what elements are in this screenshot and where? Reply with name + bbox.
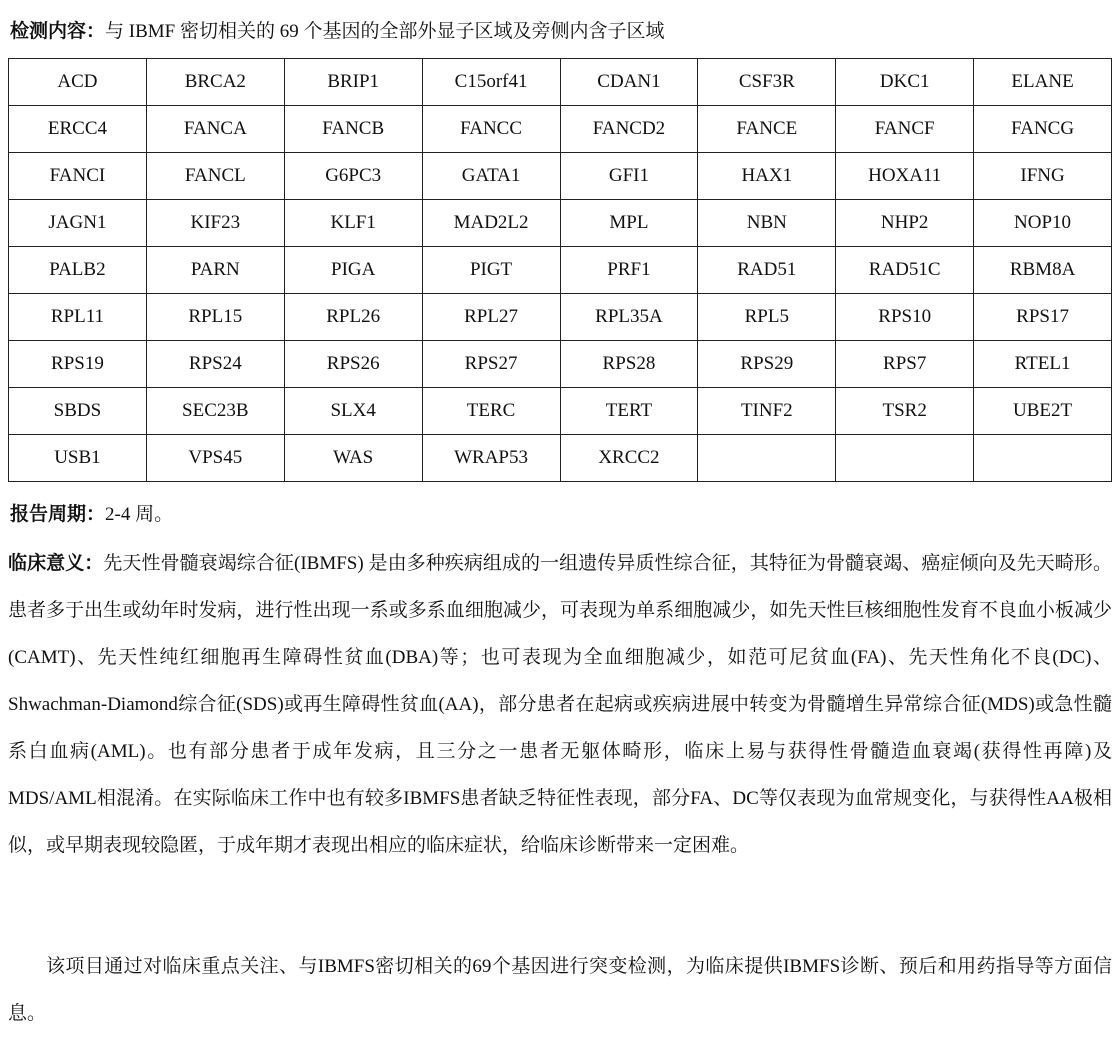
gene-table-row <box>9 435 1112 482</box>
gene-table-cell <box>836 435 974 482</box>
gene-table-cell: RBM8A <box>974 247 1112 294</box>
gene-table-cell: NHP2 <box>836 200 974 247</box>
gene-table-row <box>9 59 1112 106</box>
gene-table-cell: USB1 <box>9 435 147 482</box>
detection-content-text: 与 IBMF 密切相关的 69 个基因的全部外显子区域及旁侧内含子区域 <box>105 21 665 42</box>
gene-table-cell: WRAP53 <box>422 435 560 482</box>
gene-table-cell: TSR2 <box>836 388 974 435</box>
report-period-label: 报告周期： <box>10 504 106 525</box>
gene-table-body <box>9 59 1112 482</box>
gene-table-cell: RPS7 <box>836 341 974 388</box>
gene-table-cell: UBE2T <box>974 388 1112 435</box>
gene-table-cell: GFI1 <box>560 153 698 200</box>
gene-table-row <box>9 106 1112 153</box>
gene-table-cell: SBDS <box>9 388 147 435</box>
gene-table-cell: FANCL <box>146 153 284 200</box>
gene-table-cell <box>974 435 1112 482</box>
gene-table-cell: RPL15 <box>146 294 284 341</box>
gene-table-cell: RPS27 <box>422 341 560 388</box>
gene-table-cell: SEC23B <box>146 388 284 435</box>
gene-table-cell: RPS17 <box>974 294 1112 341</box>
gene-table-cell: GATA1 <box>422 153 560 200</box>
gene-table-cell: WAS <box>284 435 422 482</box>
gene-table-cell: FANCA <box>146 106 284 153</box>
gene-table-cell: SLX4 <box>284 388 422 435</box>
gene-table-row <box>9 153 1112 200</box>
gene-table-cell: FANCG <box>974 106 1112 153</box>
gene-table-cell: RPS19 <box>9 341 147 388</box>
gene-table-cell: RAD51C <box>836 247 974 294</box>
gene-table-cell: FANCD2 <box>560 106 698 153</box>
gene-table-cell: PIGT <box>422 247 560 294</box>
gene-table-cell: PIGA <box>284 247 422 294</box>
gene-table-cell: IFNG <box>974 153 1112 200</box>
gene-table-cell: MPL <box>560 200 698 247</box>
gene-table-cell: RAD51 <box>698 247 836 294</box>
gene-table-cell: FANCB <box>284 106 422 153</box>
gene-table-cell: FANCF <box>836 106 974 153</box>
clinical-significance-label: 临床意义： <box>8 553 104 574</box>
gene-table-cell: TINF2 <box>698 388 836 435</box>
gene-table <box>8 58 1112 482</box>
gene-table-cell: ELANE <box>974 59 1112 106</box>
project-description-paragraph: 该项目通过对临床重点关注、与IBMFS密切相关的69个基因进行突变检测，为临床提供IBMFS诊断、预后和用药指导等方面信息。 <box>8 956 1112 1024</box>
detection-content-line <box>10 19 664 45</box>
gene-table-cell: RPS24 <box>146 341 284 388</box>
gene-table-cell: RPS10 <box>836 294 974 341</box>
gene-table-cell: RPL35A <box>560 294 698 341</box>
gene-table-cell: G6PC3 <box>284 153 422 200</box>
gene-table-cell: CDAN1 <box>560 59 698 106</box>
gene-table-row <box>9 200 1112 247</box>
gene-table-cell: KIF23 <box>146 200 284 247</box>
gene-table-cell: RPL26 <box>284 294 422 341</box>
gene-table-cell: BRIP1 <box>284 59 422 106</box>
gene-table-cell: BRCA2 <box>146 59 284 106</box>
gene-table-cell: FANCI <box>9 153 147 200</box>
gene-table-cell: PRF1 <box>560 247 698 294</box>
report-period-text: 2-4 周。 <box>105 504 174 525</box>
gene-table-row <box>9 247 1112 294</box>
clinical-significance-text: 先天性骨髓衰竭综合征(IBMFS) 是由多种疾病组成的一组遗传异质性综合征，其特征为骨髓衰竭、癌症倾向及先天畸形。患者多于出生或幼年时发病，进行性出现一系或多系血细胞减少，可表现为单系细胞减少，如先天性巨核细胞性发育不良血小板减少(CAMT)、先天性纯红细胞再生障碍性贫血(DBA)等；也可表现为全血细胞减少，如范可尼贫血(FA)、先天性角化不良(DC)、Shwachman-Diamond综合征(SDS)或再生障碍性贫血(AA)，部分患者在起病或疾病进展中转变为骨髓增生异常综合征(MDS)或急性髓系白血病(AML)。也有部分患者于成年发病，且三分之一患者无躯体畸形，临床上易与获得性骨髓造血衰竭(获得性再障)及MDS/AML相混淆。在实际临床工作中也有较多IBMFS患者缺乏特征性表现，部分FA、DC等仅表现为血常规变化，与获得性AA极相似，或早期表现较隐匿，于成年期才表现出相应的临床症状，给临床诊断带来一定困难。 <box>8 553 1112 856</box>
gene-table-cell: RPL11 <box>9 294 147 341</box>
gene-table-cell: HOXA11 <box>836 153 974 200</box>
gene-table-cell: CSF3R <box>698 59 836 106</box>
gene-table-cell: XRCC2 <box>560 435 698 482</box>
report-period-line <box>10 502 173 528</box>
gene-table-cell: VPS45 <box>146 435 284 482</box>
gene-table-cell: NBN <box>698 200 836 247</box>
gene-table-cell: DKC1 <box>836 59 974 106</box>
gene-table-cell: RPL27 <box>422 294 560 341</box>
gene-table-cell: ACD <box>9 59 147 106</box>
gene-table-cell: FANCE <box>698 106 836 153</box>
gene-table-cell: RPL5 <box>698 294 836 341</box>
gene-table-cell: NOP10 <box>974 200 1112 247</box>
gene-table-cell: FANCC <box>422 106 560 153</box>
gene-table-row <box>9 294 1112 341</box>
gene-table-cell: MAD2L2 <box>422 200 560 247</box>
gene-table-row <box>9 388 1112 435</box>
gene-table-cell: PALB2 <box>9 247 147 294</box>
gene-table-cell: RPS29 <box>698 341 836 388</box>
gene-table-row <box>9 341 1112 388</box>
gene-table-cell: TERT <box>560 388 698 435</box>
gene-table-cell <box>698 435 836 482</box>
detection-content-label: 检测内容： <box>10 21 106 42</box>
gene-table-cell: PARN <box>146 247 284 294</box>
gene-table-cell: C15orf41 <box>422 59 560 106</box>
gene-table-cell: KLF1 <box>284 200 422 247</box>
gene-table-cell: HAX1 <box>698 153 836 200</box>
gene-table-cell: JAGN1 <box>9 200 147 247</box>
gene-table-cell: ERCC4 <box>9 106 147 153</box>
clinical-significance-paragraph <box>8 540 1112 869</box>
gene-table-cell: TERC <box>422 388 560 435</box>
gene-table-cell: RTEL1 <box>974 341 1112 388</box>
gene-table-cell: RPS28 <box>560 341 698 388</box>
gene-table-cell: RPS26 <box>284 341 422 388</box>
